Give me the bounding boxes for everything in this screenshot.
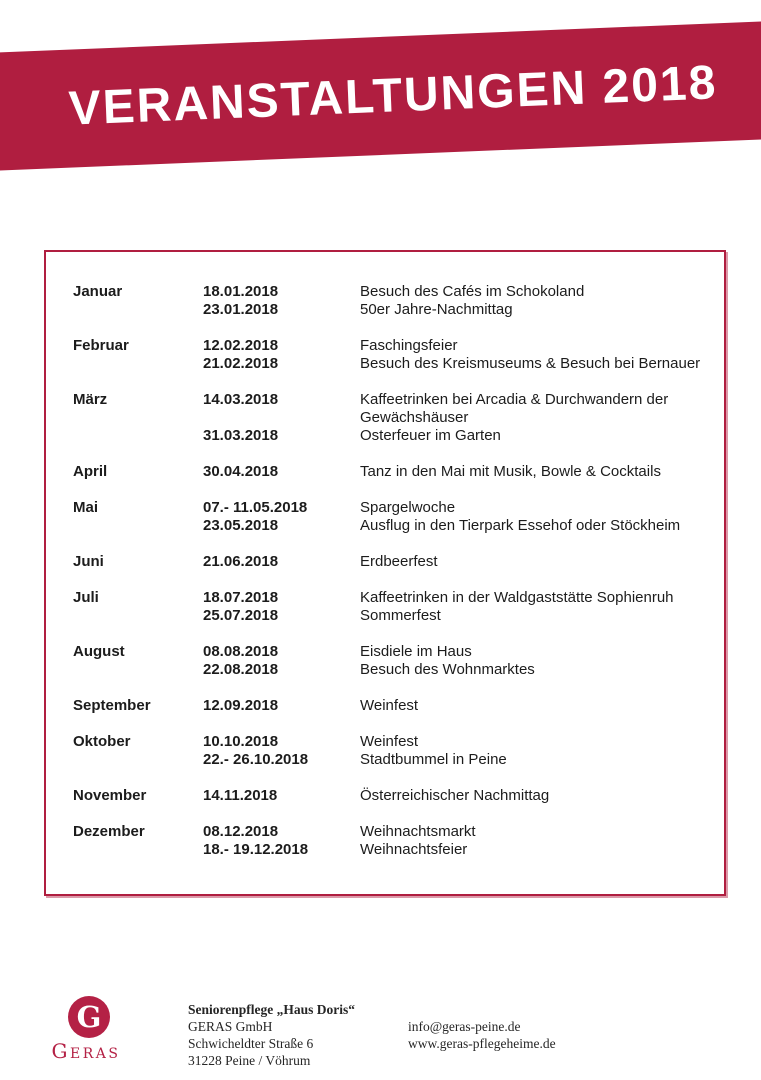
email-text: info@geras-peine.de (408, 1019, 521, 1034)
month-row (73, 787, 716, 805)
event-description: Spargelwoche (360, 499, 456, 516)
logo-g-icon (68, 996, 110, 1038)
month-entries (203, 697, 716, 715)
event-row (203, 499, 716, 517)
org-city: 31228 Peine / Vöhrum (188, 1053, 311, 1068)
month-entries (203, 283, 716, 319)
month-row (73, 697, 716, 715)
logo-letter: G (76, 999, 102, 1034)
month-label: März (73, 391, 108, 408)
event-description: Weinfest (360, 733, 419, 750)
event-row (203, 301, 716, 319)
month-entries (203, 391, 716, 445)
event-description: Weihnachtsfeier (360, 841, 468, 858)
event-date: 23.01.2018 (203, 301, 279, 318)
month-row (73, 553, 716, 571)
event-description: Besuch des Wohnmarktes (360, 661, 535, 678)
event-row (203, 553, 716, 571)
event-description: Sommerfest (360, 607, 441, 624)
month-row (73, 643, 716, 679)
month-label: Mai (73, 499, 99, 516)
event-row (203, 355, 716, 373)
event-description: Besuch des Cafés im Schokoland (360, 283, 585, 300)
month-label: Juli (73, 589, 99, 606)
month-entries (203, 823, 716, 859)
month-label: August (73, 643, 125, 660)
event-date: 31.03.2018 (203, 427, 279, 444)
event-date: 23.05.2018 (203, 517, 279, 534)
event-date: 30.04.2018 (203, 463, 279, 480)
event-description: Tanz in den Mai mit Musik, Bowle & Cocktails (360, 463, 661, 480)
event-description: Kaffeetrinken bei Arcadia & Durchwandern der Gewächshäuser (360, 391, 669, 426)
event-date: 18.01.2018 (203, 283, 279, 300)
month-row (73, 337, 716, 373)
org-address (188, 1001, 355, 1069)
event-description: Faschingsfeier (360, 337, 458, 354)
event-row (203, 283, 716, 301)
event-description: Weihnachtsmarkt (360, 823, 476, 840)
event-row (203, 607, 716, 625)
event-date: 14.11.2018 (203, 787, 278, 804)
event-date: 08.08.2018 (203, 643, 279, 660)
month-entries (203, 553, 716, 571)
event-date: 22.- 26.10.2018 (203, 751, 309, 768)
month-label: Januar (73, 283, 123, 300)
org-company: GERAS GmbH (188, 1019, 273, 1034)
event-row (203, 517, 716, 535)
event-date: 08.12.2018 (203, 823, 279, 840)
month-label: September (73, 697, 151, 714)
event-row (203, 661, 716, 679)
event-row (203, 589, 716, 607)
event-description: Osterfeuer im Garten (360, 427, 501, 444)
month-entries (203, 499, 716, 535)
event-date: 18.- 19.12.2018 (203, 841, 309, 858)
event-description: Besuch des Kreismuseums & Besuch bei Bernauer (360, 355, 701, 372)
month-row (73, 589, 716, 625)
page-title: VERANSTALTUNGEN 2018 (67, 55, 719, 136)
event-description: Österreichischer Nachmittag (360, 787, 550, 804)
month-row (73, 823, 716, 859)
logo-wordmark: GERAS (51, 1039, 121, 1063)
month-entries (203, 589, 716, 625)
event-description: Weinfest (360, 697, 419, 714)
website-text: www.geras-pflegeheime.de (408, 1036, 556, 1051)
month-row (73, 499, 716, 535)
month-label: Dezember (73, 823, 145, 840)
event-date: 12.02.2018 (203, 337, 279, 354)
event-date: 12.09.2018 (203, 697, 279, 714)
org-name: Seniorenpflege „Haus Doris“ (188, 1002, 356, 1017)
event-description: Erdbeerfest (360, 553, 438, 570)
event-date: 22.08.2018 (203, 661, 279, 678)
month-label: Oktober (73, 733, 131, 750)
events-table (44, 250, 726, 896)
org-street: Schwicheldter Straße 6 (188, 1036, 314, 1051)
event-row (203, 787, 716, 805)
event-date: 07.- 11.05.2018 (203, 499, 308, 516)
month-entries (203, 337, 716, 373)
event-description: Eisdiele im Haus (360, 643, 472, 660)
footer (0, 985, 761, 1080)
event-date: 21.02.2018 (203, 355, 279, 372)
event-description: Kaffeetrinken in der Waldgaststätte Sophienruh (360, 589, 674, 606)
event-description: 50er Jahre-Nachmittag (360, 301, 513, 318)
event-date: 21.06.2018 (203, 553, 279, 570)
event-row (203, 337, 716, 355)
month-label: Februar (73, 337, 129, 354)
contact-info (408, 1018, 556, 1052)
event-row (203, 733, 716, 751)
month-row (73, 283, 716, 319)
month-label: Juni (73, 553, 104, 570)
event-date: 14.03.2018 (203, 391, 279, 408)
event-row (203, 427, 716, 445)
event-row (203, 823, 716, 841)
month-row (73, 463, 716, 481)
event-row (203, 697, 716, 715)
event-date: 10.10.2018 (203, 733, 279, 750)
month-row (73, 391, 716, 445)
title-banner (0, 20, 761, 173)
event-description: Stadtbummel in Peine (360, 751, 507, 768)
month-entries (203, 643, 716, 679)
event-row (203, 463, 716, 481)
event-row (203, 751, 716, 769)
event-date: 18.07.2018 (203, 589, 279, 606)
month-entries (203, 787, 716, 805)
month-entries (203, 733, 716, 769)
month-label: November (73, 787, 147, 804)
event-row (203, 391, 716, 427)
month-entries (203, 463, 716, 481)
event-description: Ausflug in den Tierpark Essehof oder Stöckheim (360, 517, 681, 534)
month-label: April (73, 463, 108, 480)
event-date: 25.07.2018 (203, 607, 279, 624)
event-row (203, 643, 716, 661)
month-row (73, 733, 716, 769)
event-row (203, 841, 716, 859)
